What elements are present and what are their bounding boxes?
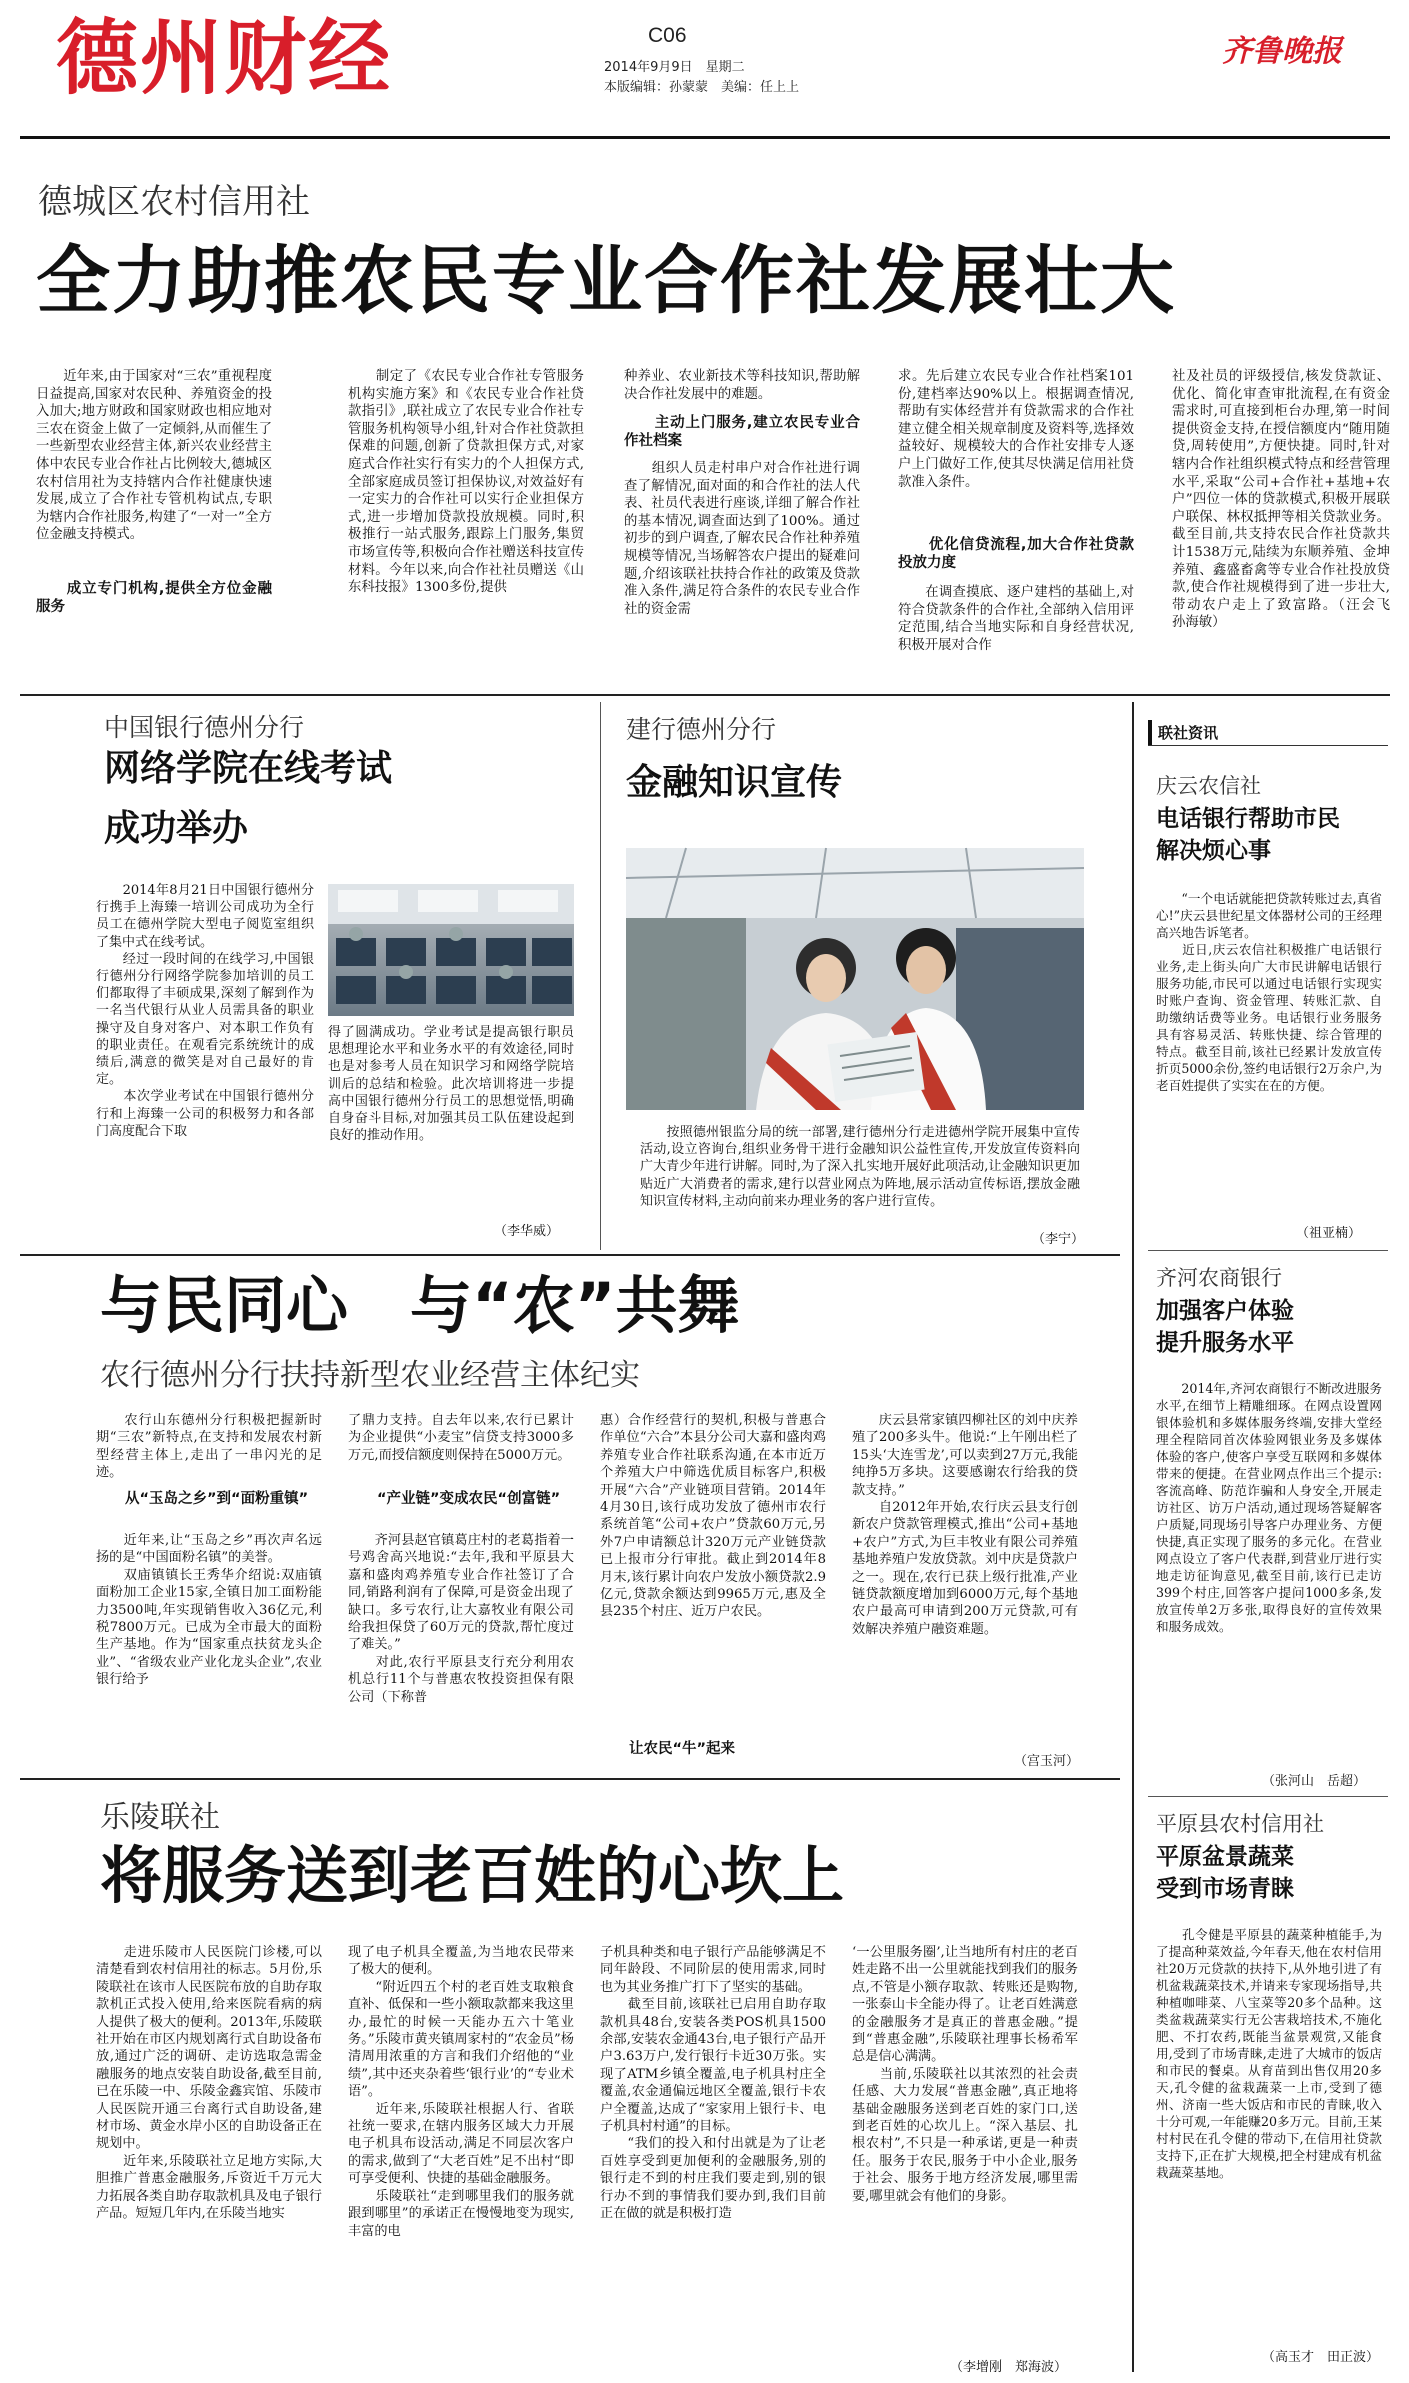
sidebar-item1-kicker: 庆云农信社 [1156, 774, 1261, 798]
article3-byline: （李宁） [1032, 1232, 1085, 1247]
editor-line: 本版编辑：孙蒙蒙 美编：任上上 [604, 80, 800, 95]
sidebar-item3-headline-line2: 受到市场青睐 [1156, 1876, 1294, 1902]
sidebar-item2-headline-line2: 提升服务水平 [1156, 1330, 1294, 1356]
paper-name-logo: 齐鲁晚报 [1222, 34, 1342, 69]
promotion-photo [626, 848, 1084, 1110]
article1-col5: 社及社员的评级授信,核发贷款证、优化、简化审查审批流程,在有资金需求时,可直接到柜台办理,第一时间提供资金支持,在授信额度内“随用随贷,周转使用”,方便快捷。同时,针对辖内合作社组织模式特点和经营管理水平,采取“公司+合作社+基地+农户”四位一体的贷款模式,积极开展联户联保、林权抵押等相关贷款业务。截至目前,共支持农民合作社贷款共计1538万元,陆续为东顺养殖、金坤养殖、鑫盛畜禽等专业合作社投放贷款,使合作社规模得到了进一步壮大,带动农户走上了致富路。（汪会飞 孙海敏） [1172, 369, 1404, 631]
article1-col2: 制定了《农民专业合作社专管服务机构实施方案》和《农民专业合作社贷款指引》,联社成立了农民专业合作社专管服务机构领导小组,针对合作社贷款担保难的问题,创新了贷款担保方式,对家庭式合作社实行有实力的个人担保方式,全部家庭成员签订担保协议,对效益好有一定实力的合作社可以实行企业担保方式,进一步增加贷款投放规模。同时,积极推行一站式服务,跟踪上门服务,集贸市场宣传等,积极向合作社赠送科技宣传材料。今年以来,向合作社社员赠送《山东科技报》1300多份,提供 [348, 369, 584, 596]
article2-headline-line2: 成功举办 [104, 808, 249, 849]
sidebar-item1-headline-line1: 电话银行帮助市民 [1156, 806, 1340, 832]
sidebar-rule-2 [1148, 1796, 1388, 1797]
article4-col2-subhead: “产业链”变成农民“创富链” [348, 1491, 561, 1507]
sidebar-item3-body: 孔令健是平原县的蔬菜种植能手,为了提高种菜效益,今年春天,他在农村信用社20万元贷款的扶持下,从外地引进了有机盆栽蔬菜技术,并请来专家现场指导,共种植咖啡菜、八宝菜等20多个品种。这类盆栽蔬菜实行无公害栽培技术,不施化肥、不打农药,既能当盆景观赏,又能食用,受到了市场青睐,走进了大城市的饭店和市民的餐桌。从育苗到出售仅用20多天,孔令健的盆栽蔬菜一上市,受到了德州、济南一些大饭店和市民的青睐,收入十分可观,一年能赚20多万元。目前,王某村村民在孔令健的带动下,在信用社贷款支持下,正在扩大规模,把全村建成有机盆栽蔬菜基地。 [1156, 1927, 1382, 2180]
article4-col1b: 近年来,让“玉岛之乡”再次声名远扬的是“中国面粉名镇”的美誉。 双庙镇镇长王秀华介绍说:双庙镇面粉加工企业15家,全镇日加工面粉能力3500吨,年实现销售收入36亿元,利税7800万元。已成为全市最大的面粉生产基地。作为“国家重点扶贫龙头企业”、“省级农业产业化龙头企业”,农业银行给予 [96, 1533, 322, 1688]
article5-col1: 走进乐陵市人民医院门诊楼,可以清楚看到农村信用社的标志。5月份,乐陵联社在该市人民医院布放的自助存取款机正式投入使用,给来医院看病的病人提供了极大的便利。2013年,乐陵联社开始在市区内规划离行式自助设备布放,通过广泛的调研、走访选取急需金融服务的地点安装自助设备,截至目前,已在乐陵一中、乐陵金鑫宾馆、乐陵市人民医院开通三台离行式自助设备,建材市场、黄金水岸小区的自助设备正在规划中。 近年来,乐陵联社立足地方实际,大胆推广普惠金融服务,斥资近千万元大力拓展各类自助存取款机具及电子银行产品。短短几年内,在乐陵当地实 [96, 1945, 322, 2222]
article4-col2b: 齐河县赵官镇葛庄村的老葛指着一号鸡舍高兴地说:“去年,我和平原县大嘉和盛肉鸡养殖专业合作社签订了合同,销路利润有了保障,可是资金出现了缺口。多亏农行,让大嘉牧业有限公司给我担保贷了60万元的贷款,帮忙度过了难关。” 对此,农行平原县支行充分利用农机总行11个与普惠农牧投资担保有限公司（下称普 [348, 1533, 574, 1705]
article4-col3: 惠）合作经营行的契机,积极与普惠合作单位“六合”本县分公司大嘉和盛肉鸡养殖专业合作社联系沟通,在本市近万个养殖大户中筛选优质目标客户,积极开展“六合”产业链项目营销。2014年4月30日,该行成功发放了德州市农行系统首笔“公司+农户”贷款60万元,另外7户申请额总计320万元产业链贷款已上报市分行审批。截止到2014年8月末,该行累计向农户发放小额贷款2.9亿元,贷款余额达到9965万元,惠及全县235个村庄、近万户农民。 [600, 1413, 826, 1620]
masthead-rule [20, 136, 1390, 139]
sidebar-header [1148, 720, 1388, 746]
sidebar-item2-byline: （张河山 岳超） [1262, 1774, 1367, 1789]
article5-headline: 将服务送到老百姓的心坎上 [100, 1839, 845, 1912]
article1-kicker: 德城区农村信用社 [38, 182, 310, 222]
article5-col2: 现了电子机具全覆盖,为当地农民带来了极大的便利。 “附近四五个村的老百姓支取粮食直补、低保和一些小额取款都来我这里办,最忙的时候一天能办五六十笔业务。”乐陵市黄夹镇周家村的“农金员”杨清周用浓重的方言和我们介绍他的“业绩”,其中还夹杂着些‘银行业’的“专业术语”。 近年来,乐陵联社根据人行、省联社统一要求,在辖内服务区域大力开展电子机具布设活动,满足不同层次客户的需求,做到了“大老百姓”足不出村“即可享受便利、快捷的基础金融服务。 乐陵联社“走到哪里我们的服务就跟到哪里”的承诺正在慢慢地变为现实,丰富的电 [348, 1945, 574, 2239]
sidebar-item3-headline-line1: 平原盆景蔬菜 [1156, 1844, 1294, 1870]
article4-headline: 与民同心 与“农”共舞 [100, 1269, 740, 1342]
article1-col4b: 在调查摸底、逐户建档的基础上,对符合贷款条件的合作社,全部纳入信用评定范围,结合当地实际和自身经营状况,积极开展对合作 [898, 585, 1134, 653]
sidebar-item2-kicker: 齐河农商银行 [1156, 1266, 1282, 1290]
date-line: 2014年9月9日 星期二 [604, 60, 745, 75]
article1-col1: 近年来,由于国家对“三农”重视程度日益提高,国家对农民种、养殖资金的投入加大;地方财政和国家财政也相应地对三农在资金上做了一定倾斜,从而催生了一些新型农业经营主体,新兴农业经营主体中农民专业合作社占比例较大,德城区农村信用社为支持辖内合作社健康快速发展,成立了合作社专管机构试点,专职为辖内合作社服务,构建了“一对一”全方位金融支持模式。 [36, 369, 272, 543]
article4-col1a: 农行山东德州分行积极把握新时期“三农”新特点,在支持和发展农村新型经营主体上,走出了一串闪光的足迹。 [96, 1413, 322, 1481]
article3-kicker: 建行德州分行 [626, 715, 777, 744]
article1-col1-subhead: 成立专门机构,提供全方位金融服务 [36, 581, 272, 615]
article2-kicker: 中国银行德州分行 [104, 713, 305, 742]
sidebar-item3-kicker: 平原县农村信用社 [1156, 1812, 1324, 1836]
sidebar-item1-byline: （祖亚楠） [1296, 1226, 1362, 1241]
section-title: 德州财经 [56, 11, 393, 106]
article2-3-bottom-rule [20, 1254, 1120, 1256]
article1-col3-subhead: 主动上门服务,建立农民专业合作社档案 [624, 415, 860, 449]
sidebar-divider [1132, 702, 1134, 2372]
article1-col3b: 组织人员走村串户对合作社进行调查了解情况,面对面的和合作社的法人代表、社员代表进行座谈,详细了解合作社的基本情况,调查面达到了100%。通过初步的到户调查,了解农民合作社种养殖规模等情况,当场解答农户提出的疑难问题,介绍该联社扶持合作社的政策及贷款准入条件,满足符合条件的农民专业合作社的资金需 [624, 461, 860, 617]
sidebar-item2-body: 2014年,齐河农商银行不断改进服务水平,在细节上精雕细琢。在网点设置网银体验机和多媒体服务终端,安排大堂经理全程陪同首次体验网银业务及多媒体体验的客户,使客户享受互联网和多媒体带来的便捷。在营业网点作出三个提示:客流高峰、防范诈骗和人身安全,开展走访社区、访万户活动,通过现场答疑解客户质疑,同现场引导客户办理业务、方便快捷,真正实现了服务的多元化。在营业网点设立了客户代表群,到营业厅进行实地走访征询意见,截至目前,该行已走访399个村庄,回答客户提问1000多条,发放宣传单2万多张,取得良好的宣传效果和服务成效。 [1156, 1381, 1382, 1634]
article1-bottom-rule [20, 694, 1390, 696]
sidebar-rule-1 [1148, 1250, 1388, 1251]
article4-col3-subhead: 让农民“牛”起来 [600, 1741, 736, 1757]
column-divider-1 [600, 702, 601, 1250]
sidebar-item3-byline: （高玉才 田正波） [1262, 2350, 1380, 2365]
sidebar-item1-body: “一个电话就能把贷款转账过去,真省心!”庆云县世纪星文体器材公司的王经理高兴地告诉笔者。 近日,庆云农信社积极推广电话银行业务,走上街头向广大市民讲解电话银行服务功能,市民可以通过电话银行实现实时账户查询、资金管理、转账汇款、自助缴纳话费等业务。电话银行业务服务具有容易灵活、转账快捷、综合管理的特点。截至目前,该社已经累计发放宣传折页5000余份,签约电话银行2万余户,为老百姓提供了实实在在的方便。 [1156, 891, 1382, 1093]
article5-col3: 子机具种类和电子银行产品能够满足不同年龄段、不同阶层的使用需求,同时也为其业务推广打下了坚实的基础。 截至目前,该联社已启用自助存取款机具48台,安装各类POS机具1500余部,安装农金通43台,电子银行产品开户3.63万户,发行银行卡近30万张。实现了ATM乡镇全覆盖,电子机具村庄全覆盖,农金通偏远地区全覆盖,银行卡农户全覆盖,达成了“家家用上银行卡、电子机具村村通”的目标。 “我们的投入和付出就是为了让老百姓享受到更加便利的金融服务,别的银行走不到的村庄我们要走到,别的银行办不到的事情我们要办到,我们目前正在做的就是积极打造 [600, 1945, 826, 2222]
article5-col4: ‘一公里服务圈’,让当地所有村庄的老百姓走路不出一公里就能找到我们的服务点,不管是小额存取款、转账还是购物,一张泰山卡全能办得了。让老百姓满意的金融服务才是真正的普惠金融。”提到“普惠金融”,乐陵联社理事长杨希军总是信心满满。 当前,乐陵联社以其浓烈的社会责任感、大力发展“普惠金融”,真正地将基础金融服务送到老百姓的家门口,送到老百姓的心坎儿上。“深入基层、扎根农村”,不只是一种承诺,更是一种责任。服务于农民,服务于中小企业,服务于社会、服务于地方经济发展,哪里需要,哪里就会有他们的身影。 [852, 1945, 1078, 2204]
article4-bottom-rule [20, 1778, 1120, 1780]
sidebar-item2-headline-line1: 加强客户体验 [1156, 1298, 1294, 1324]
article2-byline: （李华威） [494, 1224, 560, 1239]
article1-col4-subhead: 优化信贷流程,加大合作社贷款投放力度 [898, 537, 1134, 571]
article5-kicker: 乐陵联社 [100, 1800, 220, 1835]
article2-headline-line1: 网络学院在线考试 [104, 748, 393, 789]
article2-col2: 得了圆满成功。学业考试是提高银行职员思想理论水平和业务水平的有效途径,同时也是对参考人员在知识学习和网络学院培训后的总结和检验。此次培训将进一步提高中国银行德州分行员工的思想觉悟,明确自身奋斗目标,对加强其员工队伍建设起到良好的推动作用。 [328, 1025, 574, 1144]
article2-col1: 2014年8月21日中国银行德州分行携手上海臻一培训公司成功为全行员工在德州学院大型电子阅览室组织了集中式在线考试。 经过一段时间的在线学习,中国银行德州分行网络学院参加培训的员工们都取得了丰硕成果,深刻了解到作为一名当代银行从业人员需具备的职业操守及自身对客户、对本职工作负有的职业责任。在观看完系统统计的成绩后,满意的微笑是对自己最好的肯定。 本次学业考试在中国银行德州分行和上海臻一公司的积极努力和各部门高度配合下取 [96, 883, 314, 1139]
article4-col2a: 了鼎力支持。自去年以来,农行已累计为企业提供“小麦宝”信贷支持3000多万元,而授信额度则保持在5000万元。 [348, 1413, 574, 1463]
article1-col3a: 种养业、农业新技术等科技知识,帮助解决合作社发展中的难题。 [624, 369, 860, 402]
article4-col1-subhead: 从“玉岛之乡”到“面粉重镇” [96, 1491, 309, 1507]
sidebar-item1-headline-line2: 解决烦心事 [1156, 838, 1271, 864]
article4-byline: （宫玉河） [1014, 1754, 1080, 1769]
article4-col4: 庆云县常家镇四柳社区的刘中庆养殖了200多头牛。他说:“上午刚出栏了15头‘大连雪龙’,可以卖到27万元,我能纯挣5万多块。这要感谢农行给我的贷款支持。” 自2012年开始,农行庆云县支行创新农户贷款管理模式,推出“公司+基地+农户”方式,为巨丰牧业有限公司养殖基地养殖户发放贷款。刘中庆是贷款户之一。现在,农行已获上级行批准,产业链贷款额度增加到6000万元,每个基地农户最高可申请到200万元贷款,可有效解决养殖户融资难题。 [852, 1413, 1078, 1637]
page-number: C06 [648, 24, 687, 47]
exam-room-photo [328, 884, 574, 1016]
sidebar-header-label: 联社资讯 [1148, 720, 1224, 745]
article1-headline: 全力助推农民专业合作社发展壮大 [36, 238, 1176, 324]
article3-body: 按照德州银监分局的统一部署,建行德州分行走进德州学院开展集中宣传活动,设立咨询台,组织业务骨干进行金融知识公益性宣传,开发放宣传资料向广大青少年进行讲解。同时,为了深入扎实地开展好此项活动,让金融知识更加贴近广大消费者的需求,建行以营业网点为阵地,展示活动宣传标语,摆放金融知识宣传材料,主动向前来办理业务的客户进行宣传。 [640, 1125, 1080, 1209]
article1-col4a: 求。先后建立农民专业合作社档案101份,建档率达90%以上。根据调查情况,帮助有实体经营并有贷款需求的合作社建立健全相关规章制度及资料等,选择效益较好、规模较大的合作社安排专人逐户上门做好工作,使其尽快满足信用社贷款准入条件。 [898, 369, 1134, 490]
article4-subtitle: 农行德州分行扶持新型农业经营主体纪实 [100, 1358, 640, 1393]
article3-headline: 金融知识宣传 [626, 762, 843, 803]
article5-byline: （李增刚 郑海波） [950, 2360, 1068, 2375]
